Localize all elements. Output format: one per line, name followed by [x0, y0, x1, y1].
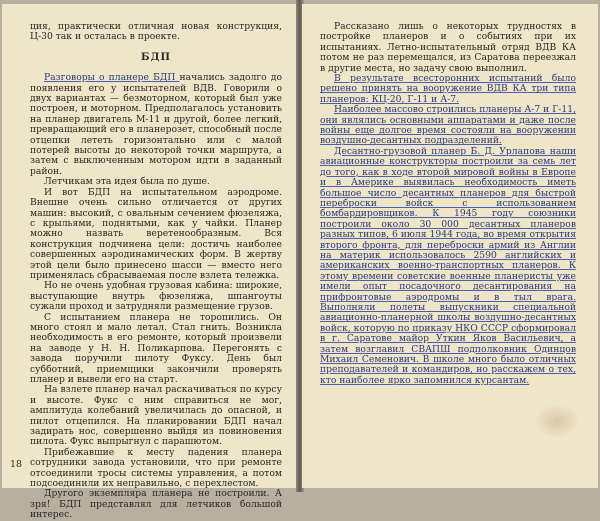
section-heading: БДП — [141, 51, 171, 63]
paragraph-text: Летчикам эта идея была по душе. — [44, 176, 210, 188]
highlighted-text: В результате всесторонних испытаний было решено принять на вооружение ВДВ КА три типа планеров: КЦ-20, Г-11 и А-7. — [320, 73, 576, 105]
left-paragraph — [30, 385, 282, 447]
left-page-body — [30, 73, 282, 520]
highlighted-text: Десантно-грузовой планер Б. Д. Урлапова наши авиационные конструкторы построили за семь лет до того, как в ходе второй мировой войны в Европе и в Америке выявилась необходимость иметь большое число десантных планеров для быстрой переброски войск с использованием бомбардировщиков. К 1945 году союзники построили около 30 000 десантных планеров разных типов, 6 июля 1944 года, во время открытия второго фронта, для переброски армий из Англии на материк использовалось 2590 английских и американских военно-транспортных планеров. К этому времени советские военные планеристы уже имели опыт посадочного десантирования на прифронтовые аэродромы и в тыл врага. Выполняли полеты выпускники специальной авиационно-планерной школы воздушно-десантных войск, которую по приказу НКО СССР сформировал в г. Саратове майор Уткин Яков Васильевич, а затем возглавил СВАПШ подполковник Одинцов Михаил Семенович. В школе много было отличных преподавателей и командиров, но расскажем о тех, кто наиболее ярко запомнился курсантам. — [320, 145, 576, 386]
paragraph-text: начались задолго до появления его у испытателей ВДВ. Говорили о двух вариантах — безмоторном, который был уже построен, и моторном. Предполагалось установить на планер двигатель М-11 и другой, более легкий, превращающий его в планерозет, способный после отцепки лететь горизонтально или с малой потерей высоты до некоторой точки маршрута, а затем с выключенным мотором идти в заданный район. — [30, 72, 282, 177]
paragraph-text: И вот БДП на испытательном аэродроме. Внешне очень сильно отличается от других машин: высокий, с овальным сечением фюзеляжа, с крыльями, поднятыми, как у чайки. Планер можно назвать веретенообразным. Вся конструкция подчинена цели: достичь наиболее совершенных аэродинамических форм. В жертву этой цели было принесено шасси — вместо него применялась сбрасываемая после взлета тележка. — [30, 186, 282, 281]
left-paragraph — [30, 188, 282, 282]
paragraph-text: ция, практически отличная новая конструкция, Ц-30 так и осталась в проекте. — [30, 21, 282, 43]
paragraph-text: С испытанием планера не торопились. Он много стоял и мало летал. Стал гнить. Возникла необходимость в его ремонте, который произвели на заводе у Н. Н. Поликарпова. Перегонять с завода поручили пилоту Фуксу. День был субботний, приемщики закончили проверять планер и вывели его на старт. — [30, 311, 282, 385]
paragraph-text: Другого экземпляра планера не построили. А зря! БДП представлял для летчиков большой интерес. — [30, 488, 282, 521]
highlighted-text: Разговоры о планере БДП — [44, 72, 180, 84]
left-paragraph — [30, 73, 282, 177]
left-paragraph — [30, 489, 282, 520]
left-page — [2, 4, 298, 521]
right-paragraph — [320, 105, 576, 147]
page-number: 18 — [10, 459, 23, 470]
right-page-body — [320, 22, 576, 386]
left-paragraph — [30, 281, 282, 312]
right-page — [302, 4, 598, 488]
right-paragraph — [320, 74, 576, 105]
paragraph-text: Прибежавшие к месту падения планера сотрудники завода установили, что при ремонте отсоединили тросы системы управления, а потом подсоединили их неправильно, с перехлестом. — [30, 446, 282, 490]
right-paragraph — [320, 147, 576, 386]
highlighted-text: Наиболее массово строились планеры А-7 и Г-11, они являлись основными аппаратами и даже после войны еще долгое время состояли на вооружении воздушно-десантных подразделений. — [320, 104, 576, 147]
left-paragraph-0 — [30, 22, 282, 43]
paragraph-text: Но не очень удобная грузовая кабина: широкие, выступающие внутрь фюзеляжа, шпангоуты сужали проход и затрудняли размещение грузов. — [30, 280, 282, 313]
right-paragraph — [320, 22, 576, 74]
paper-stain — [534, 404, 580, 438]
paragraph-text: На взлете планер начал раскачиваться по курсу и высоте. Фукс с ним справиться не мог, амплитуда колебаний увеличилась до опасной, и пилот отцепился. На планировании БДП начал задирать нос, совершенно выйдя из повиновения пилота. Фукс выпрыгнул с парашютом. — [30, 384, 282, 448]
left-paragraph — [30, 448, 282, 490]
paragraph-text: Рассказано лишь о некоторых трудностях в постройке планеров и о событиях при их испытаниях. Летно-испытательный отряд ВДВ КА потом не раз перемещался, из Саратова переезжал в другие места, но задачу свою выполнил. — [320, 21, 576, 74]
left-paragraph — [30, 313, 282, 386]
